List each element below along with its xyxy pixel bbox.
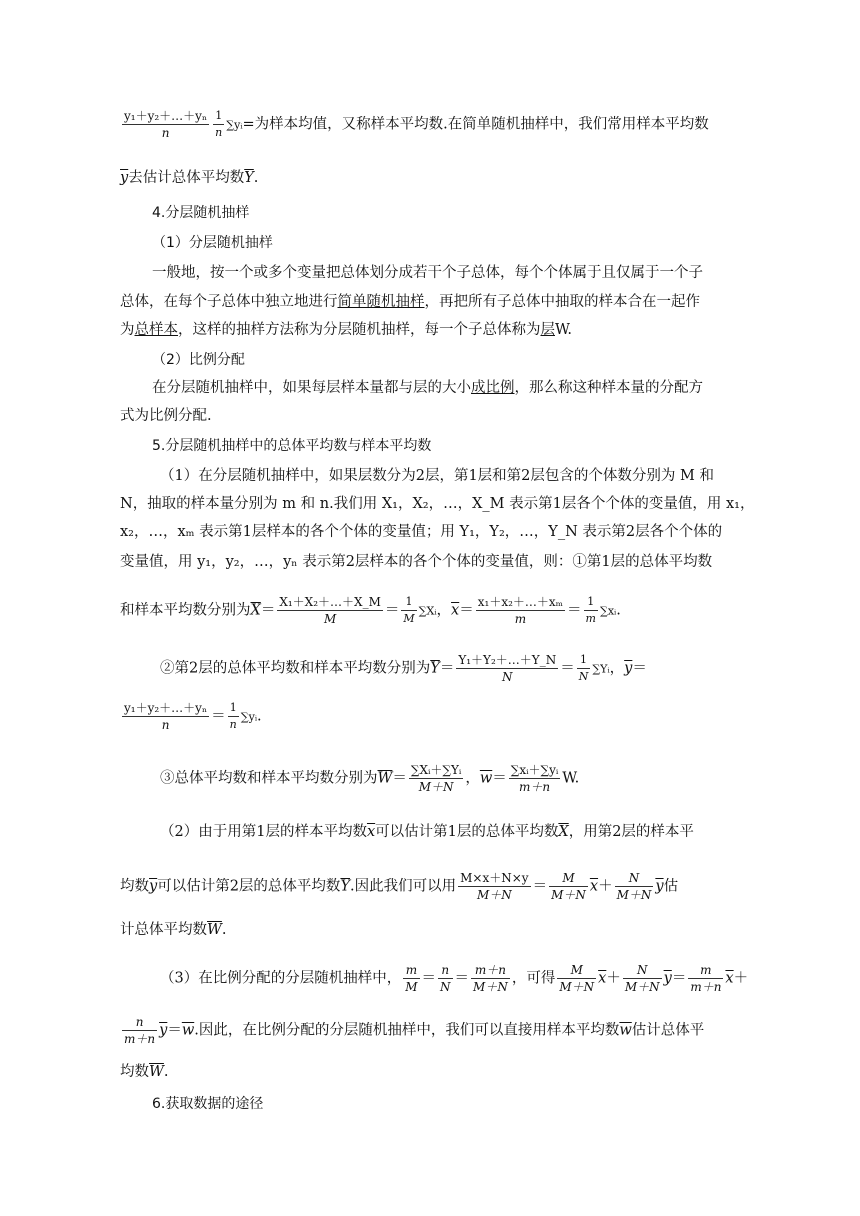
y-bar: $\overline{y}$	[149, 878, 158, 895]
text: .因此我们可以用	[350, 878, 457, 895]
fraction-M-over-MN	[549, 870, 588, 903]
paragraph-5: ③总体平均数和样本平均数分别为$\overline{W}=$ $\frac{\text{∑Xᵢ＋∑Yᵢ}}{M+N}$ ，$\overline{w}=$ $\frac{\text{∑xᵢ＋∑yᵢ}}{m+n}$ W.	[160, 763, 580, 794]
text: ，这样的抽样方法称为分层随机抽样，每一个子总体称为	[178, 322, 541, 338]
text: ③总体平均数和样本平均数分别为	[160, 770, 378, 787]
fraction-weighted-mean	[458, 870, 530, 903]
denominator: M＋N	[616, 888, 652, 902]
denominator: M＋N	[473, 980, 508, 994]
y-bar-formula-line: $\frac{\text{y₁＋y₂＋…＋yₙ}}{n}$ ＝ $\frac{1}{n}$ ∑yᵢ.	[124, 701, 262, 732]
W-bar: $\overline{W}$	[149, 1064, 164, 1080]
numerator: n	[122, 1014, 157, 1031]
fraction-ysum-over-n	[122, 700, 209, 733]
paragraph-1b	[120, 292, 740, 312]
heading-4-1: （1）分层随机抽样	[152, 235, 273, 251]
fraction-n-over-N	[438, 962, 453, 995]
X-bar: $\overline{X}$	[250, 602, 261, 619]
fraction-N-over-MN	[615, 870, 654, 903]
w-bar: $\overline{w}$	[479, 770, 493, 787]
text: 在分层随机抽样中，如果每层样本量都与层的大小	[152, 380, 471, 396]
y-bar: $\overline{y}$	[663, 970, 672, 987]
fraction-xysum-over-mn	[509, 762, 561, 795]
text: W.	[555, 322, 572, 338]
fraction-XYsum-over-MN	[409, 762, 463, 795]
fraction-n-over-mn	[122, 1014, 157, 1047]
text: 可以估计第2层的总体平均数	[157, 878, 341, 895]
sample-mean-line	[120, 108, 740, 141]
w-bar: $\overline{w}$	[619, 1022, 632, 1039]
sum-yi: ∑yᵢ	[240, 710, 258, 724]
paragraph-3a: （1）在分层随机抽样中，如果层数分为2层，第1层和第2层包含的个体数分别为 M 和	[160, 468, 714, 484]
text: 去估计总体平均数	[128, 170, 245, 186]
heading-4-2: （2）比例分配	[152, 352, 245, 368]
paragraph-6c: 计总体平均数$\overline{W}$.	[120, 922, 227, 938]
paragraph-1a: 一般地，按一个或多个变量把总体划分成若干个子总体，每个个体属于且仅属于一个子	[152, 265, 703, 281]
text: ②第2层的总体平均数和样本平均数分别为	[160, 660, 431, 677]
fraction-1-over-n	[228, 700, 239, 733]
Y-bar: $\overline{Y}$	[340, 878, 351, 895]
numerator: 1	[228, 700, 239, 717]
denominator: m＋n	[124, 1032, 156, 1046]
numerator: M	[549, 870, 588, 887]
denominator: M	[323, 612, 337, 626]
x-bar: $\overline{x}$	[366, 824, 376, 840]
paragraph-7b: $\frac{n}{m+n}$ $\overline{y}=\overline{w}$.因此，在比例分配的分层随机抽样中，我们可以直接用样本平均数$\overline{w}$估计总体平	[124, 1015, 705, 1046]
fraction-Xsum-over-M	[277, 594, 383, 627]
denominator: n	[215, 126, 223, 139]
w-bar: $\overline{w}$	[181, 1022, 195, 1039]
sum-Yi: ∑Yᵢ	[592, 662, 610, 676]
denominator: m	[585, 612, 596, 625]
denominator: N	[578, 670, 589, 683]
text: （2）由于用第1层的样本平均数	[160, 824, 367, 840]
text: 均数	[120, 878, 149, 895]
paragraph-6b: 均数$\overline{y}$可以估计第2层的总体平均数$\overline{Y}$.因此我们可以用 $\frac{M\times x+N\times y}{M+N}$ ＝ $\frac{M}{M+N}$ $\overline{x}+$ $\frac{N}{M+N}$ $\overline{y}$估	[120, 871, 679, 902]
Y-bar: $\overline{Y}$	[430, 660, 440, 677]
numerator: 1	[584, 594, 598, 611]
y-bar: $\overline{y}$	[159, 1022, 168, 1039]
denominator: m	[514, 612, 527, 626]
underlined-term: 成比例	[471, 380, 515, 396]
fraction-N-over-MN	[623, 962, 662, 995]
text: 均数	[120, 1064, 149, 1080]
X-bar: $\overline{X}$	[558, 824, 569, 840]
numerator: n	[438, 962, 453, 979]
underlined-term: 总样本	[134, 322, 178, 338]
heading-4: 4.分层随机抽样	[152, 205, 250, 221]
numerator: ∑xᵢ＋∑yᵢ	[510, 763, 559, 777]
text: （3）在比例分配的分层随机抽样中，	[160, 970, 402, 987]
paragraph-7a: （3）在比例分配的分层随机抽样中， $\frac{m}{M}$ ＝ $\frac{n}{N}$ ＝ $\frac{m+n}{M+N}$ ，可得 $\frac{M}{M+N}$ $\overline{x}+$ $\frac{N}{M+N}$ $\overline{y}=$ $\frac{m}{m+n}$ $\overline{x}+$	[160, 963, 749, 994]
text: ，再把所有子总体中抽取的样本合在一起作	[424, 294, 700, 310]
sum-xi: ∑xᵢ	[599, 604, 617, 618]
text: ，可得	[511, 970, 556, 987]
numerator: ∑Xᵢ＋∑Yᵢ	[410, 763, 462, 777]
fraction-xsum-over-m	[476, 594, 565, 627]
sum-Xi: ∑Xᵢ	[418, 604, 437, 618]
text: 总体，在每个子总体中独立地进行	[120, 294, 338, 310]
paragraph-1c	[120, 320, 740, 340]
heading-5: 5.分层随机抽样中的总体平均数与样本平均数	[152, 438, 432, 454]
numerator: 1	[213, 108, 224, 125]
underlined-term: 层	[540, 322, 555, 338]
y-bar: $\overline{y}$	[120, 170, 129, 186]
estimate-line: $\overline{y}$去估计总体平均数$\overline{Y}$.	[120, 170, 259, 186]
x-bar: $\overline{x}$	[589, 878, 599, 895]
x-bar: $\overline{x}$	[451, 602, 460, 619]
W-bar: $\overline{W}$	[207, 922, 222, 938]
fraction-ysum-over-n	[122, 108, 209, 141]
denominator: N	[502, 670, 513, 684]
fraction-Ysum-over-N	[456, 652, 558, 685]
numerator: m	[688, 962, 723, 979]
numerator: y₁＋y₂＋…＋yₙ	[124, 701, 208, 715]
denominator: m＋n	[690, 980, 722, 994]
heading-6: 6.获取数据的途径	[152, 1096, 264, 1112]
paragraph-2b: 式为比例分配.	[120, 408, 212, 424]
paragraph-3d: 变量值，用 y₁，y₂，…，yₙ 表示第2层样本的各个个体的变量值，则：①第1层的总体平均数	[120, 554, 713, 570]
numerator: X₁＋X₂＋…＋X_M	[279, 595, 381, 609]
text: 可以估计第1层的总体平均数	[375, 824, 559, 840]
underlined-term: 简单随机抽样	[337, 294, 425, 310]
x-bar: $\overline{x}$	[725, 970, 734, 987]
text: 为	[120, 322, 135, 338]
numerator: N	[615, 870, 654, 887]
paragraph-3b: N，抽取的样本量分别为 m 和 n.我们用 X₁，X₂，…，X_M 表示第1层各个个体的变量值，用 x₁，	[120, 496, 755, 512]
W-bar: $\overline{W}$	[377, 770, 393, 787]
text: 计总体平均数	[120, 922, 207, 938]
paragraph-7c: 均数$\overline{W}$.	[120, 1064, 169, 1080]
fraction-1-over-n	[213, 108, 224, 141]
denominator: M＋N	[476, 888, 512, 902]
numerator: M	[557, 962, 596, 979]
denominator: N	[440, 980, 451, 994]
denominator: M＋N	[418, 780, 454, 794]
fraction-m-over-M	[403, 962, 419, 995]
denominator: n	[161, 718, 170, 732]
paragraph-3c: x₂，…，xₘ 表示第1层样本的各个个体的变量值；用 Y₁，Y₂，…，Y_N 表示第2层各个个体的	[120, 524, 723, 540]
denominator: m＋n	[518, 780, 551, 794]
x-bar: $\overline{x}$	[598, 970, 607, 987]
fraction-1-over-M	[401, 594, 416, 627]
y-bar: $\overline{y}$	[655, 878, 664, 895]
Y-bar: $\overline{Y}$	[244, 170, 254, 186]
numerator: x₁＋x₂＋…＋xₘ	[477, 595, 564, 609]
numerator: 1	[401, 594, 416, 611]
numerator: m	[403, 962, 419, 979]
paragraph-6a	[160, 822, 740, 842]
text: 估	[663, 878, 679, 895]
numerator: y₁＋y₂＋…＋yₙ	[124, 109, 208, 123]
denominator: n	[161, 126, 170, 140]
numerator: 1	[577, 652, 591, 669]
text: 和样本平均数分别为	[120, 602, 251, 619]
numerator: N	[623, 962, 662, 979]
denominator: M	[405, 980, 418, 994]
paragraph-4: ②第2层的总体平均数和样本平均数分别为$\overline{Y}=$ $\frac{\text{Y₁＋Y₂＋…＋Y\_N}}{N}$ ＝ $\frac{1}{N}$ ∑Yᵢ，$\overline{y}=$	[160, 653, 647, 684]
fraction-M-over-MN	[557, 962, 596, 995]
text: .因此，在比例分配的分层随机抽样中，我们可以直接用样本平均数	[194, 1022, 620, 1039]
denominator: M＋N	[624, 980, 660, 994]
denominator: n	[229, 718, 237, 731]
text: ，用第2层的样本平	[568, 824, 694, 840]
sum-yi: ∑yᵢ	[226, 118, 243, 132]
y-bar: $\overline{y}$	[624, 660, 633, 677]
fraction-m-over-mn	[688, 962, 723, 995]
fraction-1-over-m	[584, 594, 598, 627]
numerator: M×x＋N×y	[460, 871, 529, 885]
denominator: M＋N	[559, 980, 595, 994]
fraction-mn-over-MN	[471, 962, 510, 995]
text: ，那么称这种样本量的分配方	[514, 380, 703, 396]
text: 估计总体平	[631, 1022, 705, 1039]
denominator: M＋N	[551, 888, 586, 902]
paragraph-3e: 和样本平均数分别为$\overline{X}=$ $\frac{\text{X₁＋X₂＋…＋X\_M}}{M}$ ＝ $\frac{1}{M}$ ∑Xᵢ，$\overline{x}=$ $\frac{\text{x₁＋x₂＋…＋xₘ}}{m}$ ＝ $\frac{1}{m}$ ∑xᵢ.	[120, 595, 621, 626]
numerator: m＋n	[471, 962, 510, 979]
numerator: Y₁＋Y₂＋…＋Y_N	[458, 653, 557, 667]
fraction-1-over-N	[577, 652, 591, 685]
text: =为样本均值，又称样本平均数.在简单随机抽样中，我们常用样本平均数	[242, 116, 709, 133]
denominator: M	[403, 612, 415, 625]
paragraph-2a	[152, 378, 740, 398]
